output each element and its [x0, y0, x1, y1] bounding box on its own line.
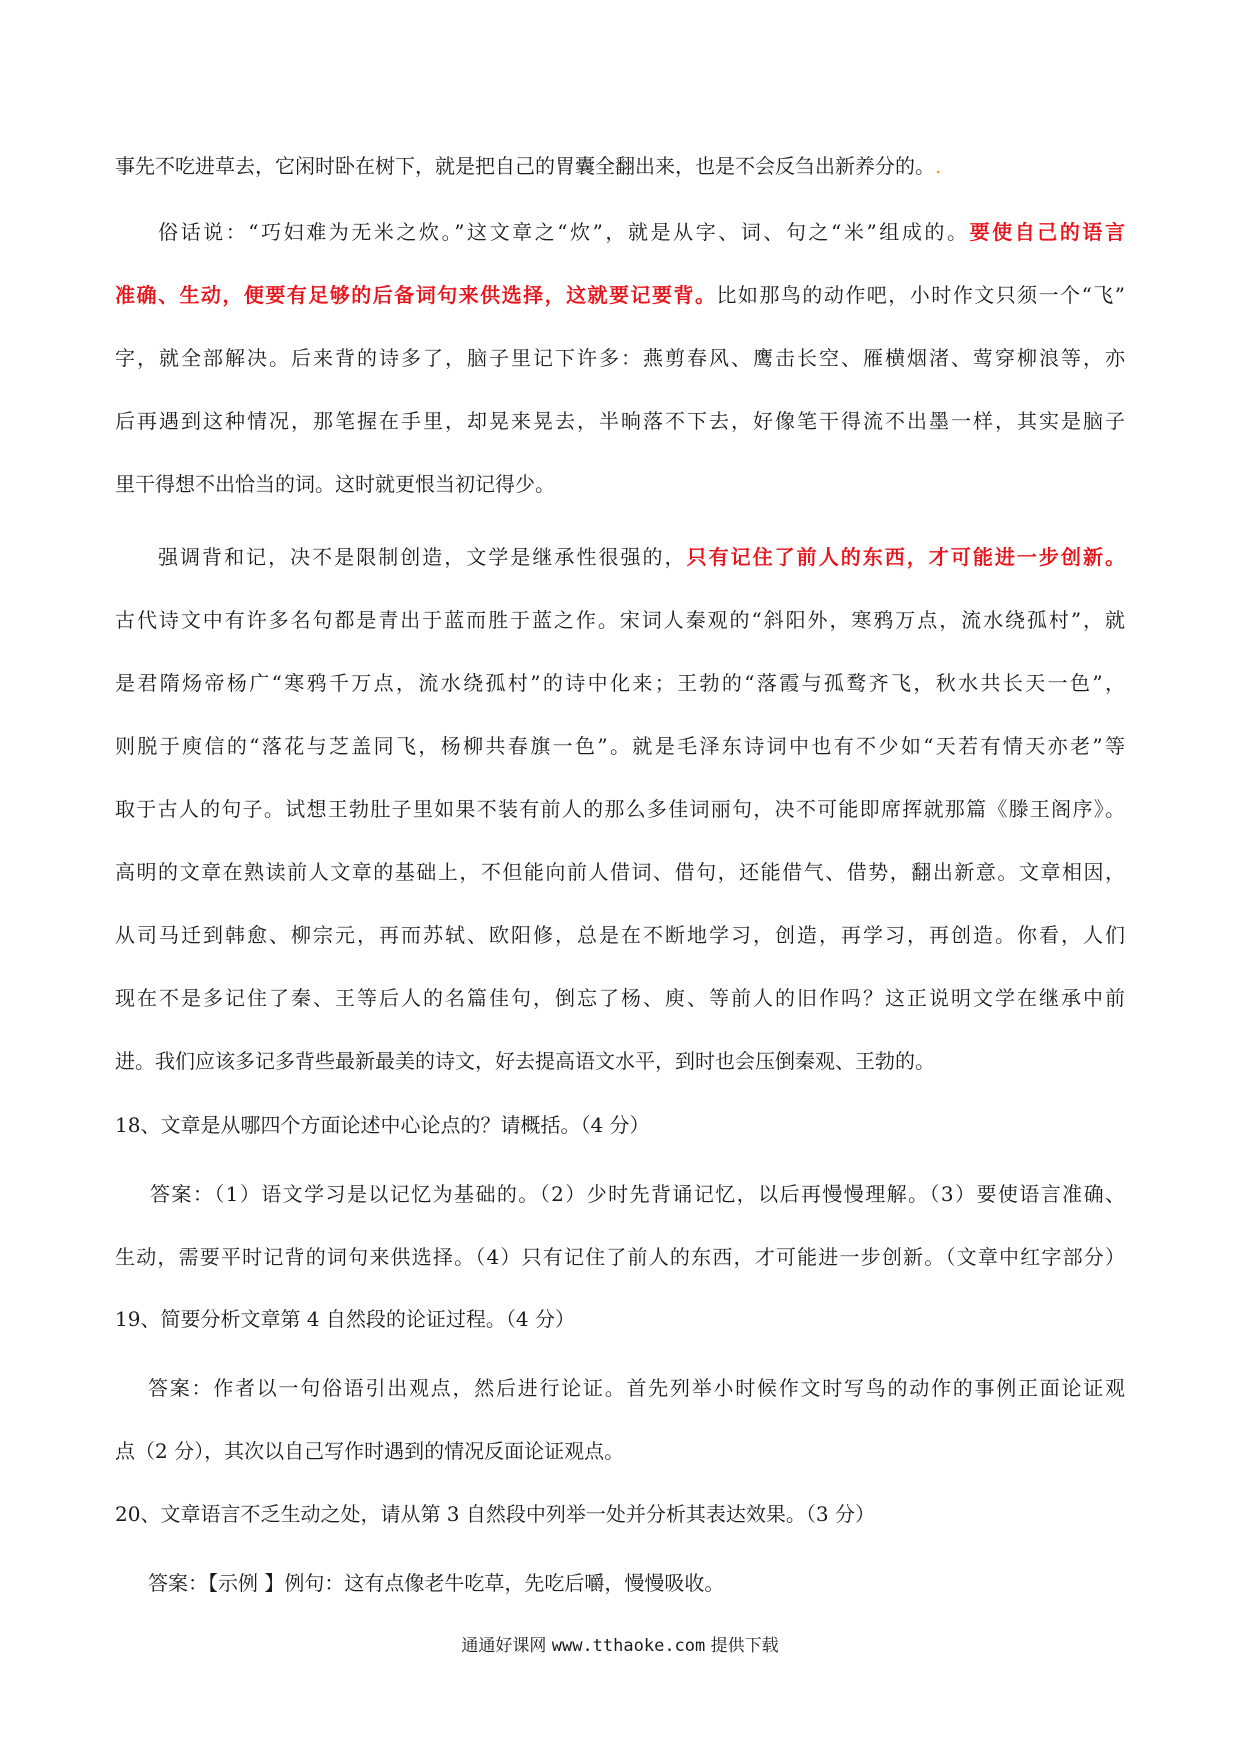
answer-19-line: 点（2 分），其次以自己写作时遇到的情况反面论证观点。	[115, 1439, 625, 1463]
highlighted-text: 只有记住了前人的东西，才可能进一步创新。	[686, 545, 1126, 569]
answer-18-line: 答案：（1）语文学习是以记忆为基础的。（2）少时先背诵记忆，以后再慢慢理解。（3）要使语言准确、	[150, 1182, 1125, 1206]
paragraph-line	[115, 281, 1125, 309]
footer-suffix: 提供下载	[710, 1636, 779, 1656]
answer-19-line: 答案：作者以一句俗语引出观点，然后进行论证。首先列举小时候作文时写鸟的动作的事例正面论证观	[148, 1376, 1125, 1400]
paragraph-line: 取于古人的句子。试想王勃肚子里如果不装有前人的那么多佳词丽句，决不可能即席挥就那篇《滕王阁序》。	[115, 797, 1125, 821]
highlighted-text: 要使自己的语言	[969, 220, 1125, 244]
answer-20-line: 答案：【示例 】例句：这有点像老牛吃草，先吃后嚼，慢慢吸收。	[148, 1571, 725, 1595]
stray-dot: .	[935, 154, 942, 178]
text-span: 事先不吃进草去，它闲时卧在树下，就是把自己的胃囊全翻出来，也是不会反刍出新养分的。	[115, 154, 935, 178]
paragraph-line	[158, 543, 1125, 571]
paragraph-line: 现在不是多记住了秦、王等后人的名篇佳句，倒忘了杨、庾、等前人的旧作吗？这正说明文学在继承中前	[115, 986, 1125, 1010]
footer-url[interactable]: www.tthaoke.com	[551, 1636, 706, 1656]
paragraph-line: 字，就全部解决。后来背的诗多了，脑子里记下许多：燕剪春风、鹰击长空、雁横烟渚、莺穿柳浪等，亦	[115, 346, 1125, 370]
paragraph-line	[115, 152, 1125, 180]
paragraph-line: 进。我们应该多记多背些最新最美的诗文，好去提高语文水平，到时也会压倒秦观、王勃的。	[115, 1049, 935, 1073]
page-footer	[0, 1634, 1240, 1658]
question-18: 18、文章是从哪四个方面论述中心论点的？请概括。（4 分）	[115, 1113, 650, 1137]
paragraph-line: 是君隋炀帝杨广“寒鸦千万点，流水绕孤村”的诗中化来；王勃的“落霞与孤鹜齐飞，秋水共长天一色”，	[115, 671, 1125, 695]
paragraph-line: 高明的文章在熟读前人文章的基础上，不但能向前人借词、借句，还能借气、借势，翻出新意。文章相因，	[115, 860, 1125, 884]
paragraph-line: 后再遇到这种情况，那笔握在手里，却晃来晃去，半晌落不下去，好像笔干得流不出墨一样，其实是脑子	[115, 409, 1125, 433]
text-span: 俗话说：“巧妇难为无米之炊。”这文章之“炊”，就是从字、词、句之“米”组成的。	[158, 220, 970, 244]
footer-site: 通通好课网	[461, 1636, 547, 1656]
paragraph-line: 里干得想不出恰当的词。这时就更恨当初记得少。	[115, 472, 555, 496]
highlighted-text: 准确、生动，便要有足够的后备词句来供选择，这就要记要背。	[115, 283, 717, 307]
paragraph-line	[158, 218, 1125, 246]
question-20: 20、文章语言不乏生动之处，请从第 3 自然段中列举一处并分析其表达效果。（3 分）	[115, 1502, 875, 1526]
text-span: 强调背和记，决不是限制创造，文学是继承性很强的，	[158, 545, 687, 569]
paragraph-line: 古代诗文中有许多名句都是青出于蓝而胜于蓝之作。宋词人秦观的“斜阳外，寒鸦万点，流水绕孤村”，就	[115, 608, 1125, 632]
answer-18-line: 生动，需要平时记背的词句来供选择。（4）只有记住了前人的东西，才可能进一步创新。（文章中红字部分）	[115, 1245, 1125, 1269]
paragraph-line: 则脱于庾信的“落花与芝盖同飞，杨柳共春旗一色”。就是毛泽东诗词中也有不少如“天若有情天亦老”等	[115, 734, 1125, 758]
paragraph-line: 从司马迁到韩愈、柳宗元，再而苏轼、欧阳修，总是在不断地学习，创造，再学习，再创造。你看，人们	[115, 923, 1125, 947]
text-span: 比如那鸟的动作吧，小时作文只须一个“飞”	[716, 283, 1126, 307]
question-19: 19、简要分析文章第 4 自然段的论证过程。（4 分）	[115, 1307, 575, 1331]
